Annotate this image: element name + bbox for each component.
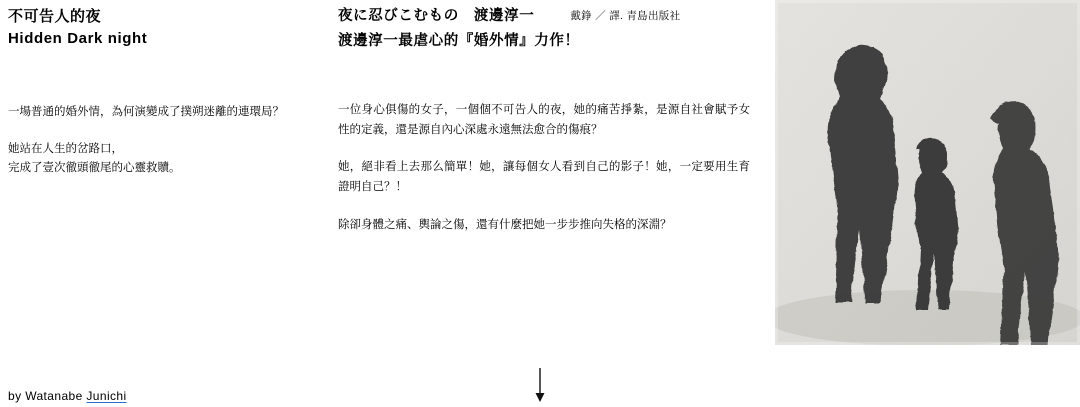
middle-column-body [338, 100, 750, 252]
byline-author-surname: Junichi [86, 389, 127, 403]
page-title-english: Hidden Dark night [8, 29, 148, 47]
subtitle-tagline: 渡邊淳一最虐心的『婚外情』力作！ [338, 32, 580, 49]
middle-paragraph-1: 一位身心俱傷的女子，一個個不可告人的夜，她的痛苦掙紮，是源自社會賦予女性的定義，還是源自內心深處永遠無法愈合的傷痕？ [338, 104, 750, 137]
middle-title-row [338, 6, 758, 28]
left-paragraph-2: 她站在人生的岔路口， [8, 142, 123, 155]
left-paragraph-3: 完成了壹次徹頭徹尾的心靈救贖。 [8, 162, 181, 175]
title-japanese: 夜に忍びこむもの 渡邊淳一 [338, 8, 535, 24]
family-silhouette-illustration [775, 0, 1080, 345]
left-paragraph-1: 一場普通的婚外情，為何演變成了撲朔迷離的連環局？ [8, 106, 284, 118]
middle-column-heading-block [338, 6, 758, 53]
left-column-heading-block [8, 6, 308, 50]
left-column-body [8, 103, 308, 196]
translator-publisher-credit: 戴錚 ／ 譯. 青島出版社 [570, 10, 681, 22]
byline [8, 389, 127, 403]
middle-paragraph-3: 除卻身體之痛、輿論之傷，還有什麼把她一步步推向失格的深淵？ [338, 218, 672, 231]
byline-author-prefix: by Watanabe [8, 389, 87, 403]
down-arrow-icon [530, 368, 550, 402]
middle-paragraph-2: 她，絕非看上去那么簡單！她，讓每個女人看到自己的影子！她，一定要用生育證明自己？！ [338, 161, 750, 194]
page-title-chinese: 不可告人的夜 [8, 8, 102, 25]
